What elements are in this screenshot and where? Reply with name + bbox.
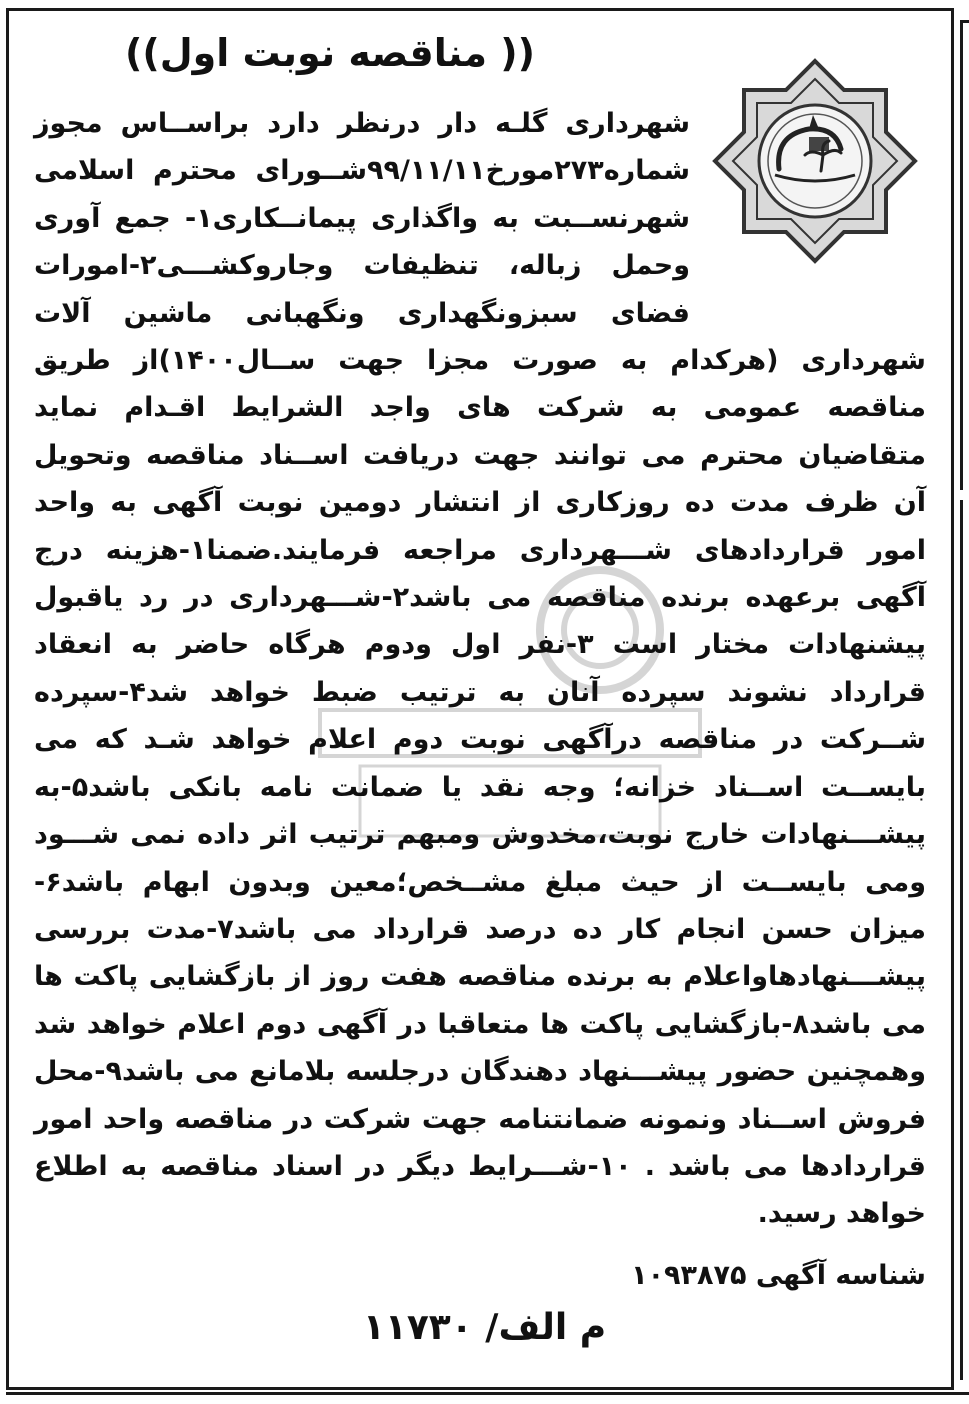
logo-spacer <box>690 100 926 320</box>
notice-body-container <box>34 100 926 1238</box>
adjacent-column-border <box>960 20 969 490</box>
adjacent-column-border-lower <box>960 500 969 1380</box>
ad-identifier: شناسه آگهی ۱۰۹۳۸۷۵ <box>631 1260 926 1291</box>
notice-body: شهرداری گلـه دار درنظر دارد براســاس مجوز شماره۲۷۳مورخ۹۹/۱۱/۱۱شــورای محترم اسلامی شهرنســبت به واگذاری پیمانــکاری۱- جمع آوری وحمل زباله، تنظیفات وجاروکشـــی۲-امورات فضای سبزونگهداری ونگهبانی ماشین آلات شهرداری (هرکدام به صورت مجزا جهت ســال۱۴۰۰)از طریق مناقصه عمومی به شرکت های واجد الشرایط اقـدام نماید متقاضیان محترم می توانند جهت دریافت اســناد مناقصه وتحویل آن ظرف مدت ده روزکاری از انتشار دومین نوبت آگهی به واحد امور قراردادهای شـــهرداری مراجعه فرمایند.ضمنا۱-هزینه درج آگهی برعهده برنده مناقصه می باشد۲-شـــهرداری در رد یاقبول پیشنهادات مختار است ۳-نفر اول ودوم هرگاه حاضر به انعقاد قرارداد نشوند سپرده آنان به ترتیب ضبط خواهد شد۴-سپرده شــرکت در مناقصه درآگهی نوبت دوم اعلام خواهد شـد که می بایســت اســناد خزانه؛ وجه نقد یا ضمانت نامه بانکی باشد۵-به پیشـــنهادات خارج نوبت،مخدوش ومبهم ترتیب اثر داده نمی شـــود ومی بایســت از حیث مبلغ مشــخص؛معین وبدون ابهام باشد۶-میزان حسن انجام کار ده درصد قرارداد می باشد۷-مدت بررسی پیشـــنهادهاواعلام به برنده مناقصه هفت روز از بازگشایی پاکت ها می باشد۸-بازگشایی پاکت ها متعاقبا در آگهی دوم اعلام خواهد شد وهمچنین حضور پیشـــنهاد دهندگان درجلسه بلامانع می باشد۹-محل فروش اســناد ونمونه ضمانتنامه جهت شرکت در مناقصه واحد امور قراردادها می باشد . ۱۰-شـــرایط دیگر در اسناد مناقصه به اطلاع خواهد رسید. <box>34 108 926 1230</box>
next-notice-border <box>6 1392 969 1404</box>
footer-code: م الف/ ۱۱۷۳۰ <box>362 1307 607 1348</box>
notice-title: (( مناقصه نوبت اول)) <box>124 31 536 75</box>
